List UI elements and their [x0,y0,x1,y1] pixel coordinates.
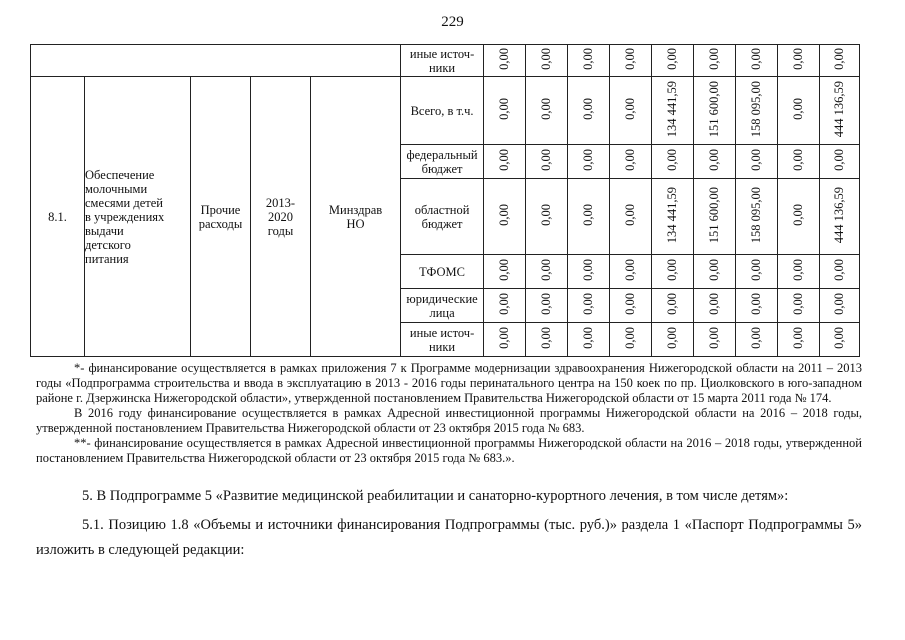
value-text: 0,00 [539,98,554,120]
value-cell [652,323,694,357]
value-cell [610,77,652,145]
value-cell [526,289,568,323]
value-cell [610,145,652,179]
value-cell [652,145,694,179]
value-cell [568,255,610,289]
value-cell [610,289,652,323]
value-text: 0,00 [791,327,806,349]
value-cell [568,289,610,323]
value-text: 0,00 [707,293,722,315]
value-cell [820,45,860,77]
source-label [401,289,484,323]
source-label [401,145,484,179]
cell-line: бюджет [421,216,463,231]
value-text: 0,00 [623,293,638,315]
value-text: 0,00 [623,259,638,281]
cell-line: иные источ- [409,325,475,340]
cell-expense-type [191,77,251,357]
value-cell [526,323,568,357]
paragraph-5: 5. В Подпрограмме 5 «Развитие медицинской реабилитации и санаторно-курортного лечения, в том числе детям»: [82,488,789,504]
value-text: 0,00 [623,48,638,70]
value-cell [694,45,736,77]
paragraph-5-1: 5.1. Позицию 1.8 «Объемы и источники финансирования Подпрограммы (тыс. руб.)» раздела 1 «Паспорт Подпрограммы 5» изложить в следующей редакции: [36,517,862,558]
value-text: 0,00 [832,327,847,349]
cell-line: ники [428,60,456,75]
value-cell [694,255,736,289]
value-cell [694,77,736,145]
value-cell [778,255,820,289]
value-cell [526,179,568,255]
value-cell [526,255,568,289]
value-cell [568,77,610,145]
cell-line: Обеспечение [85,167,155,182]
value-text: 0,00 [497,48,512,70]
cell-line: молочными [85,181,148,196]
footnote-star: *- финансирование осуществляется в рамках приложения 7 к Программе модернизации здравоохранения Нижегородской области на 2011 – 2013 годы «Подпрограмма строительства и ввода в эксплуатацию в 2013 - 2016 годы перинатального центра на 150 коек по пр. Циолковского в юго-западном районе г. Дзержинска Нижегородской области», утвержденной постановлением Правительства Нижегородской области от 15 марта 2011 года № 174. [36,361,862,405]
source-label [401,179,484,255]
value-text: 0,00 [581,149,596,171]
value-text: 0,00 [539,293,554,315]
cell-line: годы [267,223,294,238]
value-text: 0,00 [581,204,596,226]
cell-line: 2020 [268,209,293,224]
value-cell [820,255,860,289]
value-text: 0,00 [497,293,512,315]
value-text: 0,00 [665,327,680,349]
value-cell [484,179,526,255]
cell-line: 2013- [265,195,296,210]
value-text: 0,00 [539,259,554,281]
cell-line: выдачи [85,223,124,238]
blank-cell [31,45,401,77]
value-cell [778,77,820,145]
value-text: 158 095,00 [749,80,764,138]
cell-number: 8.1. [31,77,85,357]
value-text: 0,00 [581,48,596,70]
value-text: 0,00 [623,204,638,226]
value-text: 0,00 [791,149,806,171]
value-cell [526,145,568,179]
value-cell [736,77,778,145]
value-text: 0,00 [665,149,680,171]
value-text: 0,00 [665,259,680,281]
value-cell [694,145,736,179]
table-row [31,45,860,77]
value-text: 0,00 [623,98,638,120]
footnote-2016: В 2016 году финансирование осуществляется в рамках Адресной инвестиционной программы Нижегородской области на 2016 – 2018 годы, утвержденной постановлением Правительства Нижегородской области от 23 октября 2015 года № 683. [36,406,862,435]
value-text: 0,00 [749,293,764,315]
footnotes [36,361,862,466]
value-cell [484,145,526,179]
value-text: 0,00 [791,48,806,70]
value-text: 0,00 [707,149,722,171]
cell-line: Минздрав [328,202,383,217]
value-text: 0,00 [581,98,596,120]
cell-line: смесями детей [85,195,163,210]
value-text: 0,00 [749,48,764,70]
value-cell [736,179,778,255]
cell-name [85,77,191,357]
source-label [401,255,484,289]
value-text: 0,00 [791,293,806,315]
value-cell [736,289,778,323]
value-text: 0,00 [581,327,596,349]
cell-executor [311,77,401,357]
cell-line: иные источ- [409,46,475,61]
value-cell [778,179,820,255]
value-text: 0,00 [791,98,806,120]
value-text: 0,00 [791,204,806,226]
value-cell [652,255,694,289]
value-text: 0,00 [791,259,806,281]
cell-line: расходы [198,216,243,231]
value-text: 0,00 [832,48,847,70]
cell-line: Всего, в т.ч. [410,103,474,118]
value-cell [526,77,568,145]
value-text: 0,00 [707,327,722,349]
value-cell [778,289,820,323]
value-cell [484,45,526,77]
value-text: 0,00 [707,48,722,70]
cell-line: ТФОМС [419,264,465,279]
value-text: 0,00 [832,293,847,315]
value-cell [736,255,778,289]
value-cell [736,45,778,77]
value-cell [652,289,694,323]
value-cell [484,255,526,289]
value-text: 0,00 [581,293,596,315]
cell-line: бюджет [421,161,463,176]
page-number: 229 [441,14,464,30]
financing-table [30,44,860,357]
value-cell [610,179,652,255]
value-cell [778,323,820,357]
value-text: 0,00 [749,259,764,281]
body-text [36,484,862,563]
value-text: 151 600,00 [707,186,722,244]
value-cell [736,323,778,357]
value-text: 444 136,59 [832,186,847,244]
cell-line: Прочие [200,202,241,217]
value-cell [610,323,652,357]
value-cell [652,179,694,255]
value-cell [652,77,694,145]
value-text: 0,00 [539,149,554,171]
value-text: 158 095,00 [749,186,764,244]
value-cell [568,179,610,255]
value-text: 0,00 [539,204,554,226]
value-cell [694,179,736,255]
value-cell [820,289,860,323]
cell-line: в учреждениях [85,209,165,224]
value-cell [820,323,860,357]
value-cell [694,323,736,357]
value-text: 0,00 [581,259,596,281]
value-text: 0,00 [665,293,680,315]
value-text: 0,00 [539,327,554,349]
value-text: 0,00 [749,327,764,349]
cell-line: НО [346,216,365,231]
value-text: 0,00 [832,259,847,281]
value-text: 0,00 [497,259,512,281]
table-row [31,77,860,145]
value-text: 134 441,59 [665,186,680,244]
value-cell [736,145,778,179]
value-text: 0,00 [832,149,847,171]
value-cell [820,179,860,255]
value-cell [484,289,526,323]
value-text: 0,00 [539,48,554,70]
cell-line: детского [85,237,131,252]
value-text: 134 441,59 [665,80,680,138]
cell-line: ники [428,339,456,354]
source-label [401,323,484,357]
value-text: 0,00 [623,149,638,171]
value-text: 0,00 [749,149,764,171]
value-text: 0,00 [665,48,680,70]
cell-years [251,77,311,357]
value-cell [694,289,736,323]
footnote-double-star: **- финансирование осуществляется в рамках Адресной инвестиционной программы Нижегородской области на 2016 – 2018 годы, утвержденной постановлением Правительства Нижегородской области от 23 октября 2015 года № 683.». [36,436,862,465]
value-cell [778,45,820,77]
value-cell [778,145,820,179]
value-cell [820,145,860,179]
value-cell [568,323,610,357]
cell-line: юридические [406,291,478,306]
cell-line: питания [85,251,129,266]
value-text: 0,00 [707,259,722,281]
value-text: 0,00 [497,98,512,120]
value-text: 444 136,59 [832,80,847,138]
source-label [401,77,484,145]
value-cell [568,45,610,77]
value-text: 0,00 [623,327,638,349]
value-text: 151 600,00 [707,80,722,138]
cell-line: областной [414,202,470,217]
value-cell [568,145,610,179]
value-text: 0,00 [497,327,512,349]
cell-line: федеральный [406,147,478,162]
value-text: 0,00 [497,204,512,226]
value-cell [484,77,526,145]
value-cell [820,77,860,145]
source-label [401,45,484,77]
cell-line: лица [429,305,455,320]
value-cell [526,45,568,77]
value-cell [610,255,652,289]
value-text: 0,00 [497,149,512,171]
value-cell [652,45,694,77]
value-cell [610,45,652,77]
value-cell [484,323,526,357]
